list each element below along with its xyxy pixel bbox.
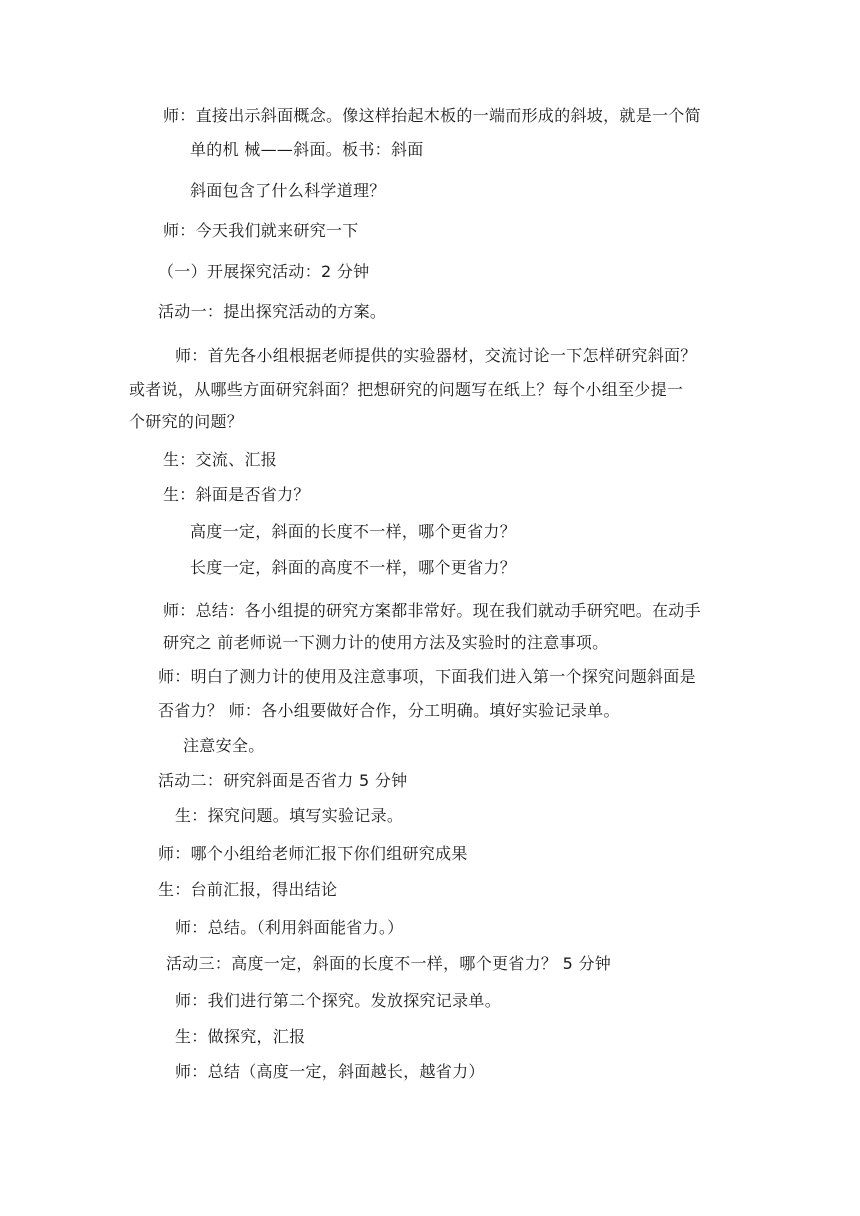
text-line: 生：台前汇报，得出结论 (158, 880, 338, 899)
text-line: 师：今天我们就来研究一下 (163, 221, 359, 240)
text-line: 注意安全。 (183, 736, 265, 755)
text-line: 否省力？ 师：各小组要做好合作，分工明确。填好实验记录单。 (158, 701, 620, 720)
text-line: 师：首先各小组根据老师提供的实验器材，交流讨论一下怎样研究斜面？ (175, 346, 697, 365)
text-line: 师：总结（高度一定，斜面越长，越省力） (175, 1062, 485, 1081)
text-line: 师：总结。（利用斜面能省力。） (175, 918, 404, 937)
activity-heading: 活动二：研究斜面是否省力 5 分钟 (158, 771, 408, 790)
text-line: 生：交流、汇报 (163, 450, 278, 469)
activity-heading: 活动一：提出探究活动的方案。 (158, 302, 387, 321)
text-line: 长度一定，斜面的高度不一样，哪个更省力？ (190, 558, 517, 577)
text-line: 研究之 前老师说一下测力计的使用方法及实验时的注意事项。 (163, 633, 609, 652)
text-line: 师：总结：各小组提的研究方案都非常好。现在我们就动手研究吧。在动手 (163, 601, 701, 620)
text-line: 师：直接出示斜面概念。像这样抬起木板的一端而形成的斜坡，就是一个简 (163, 106, 701, 125)
text-line: 师：我们进行第二个探究。发放探究记录单。 (175, 991, 502, 1010)
text-line: 生：斜面是否省力？ (163, 485, 310, 504)
text-line: 生：探究问题。填写实验记录。 (175, 806, 404, 825)
text-line: 斜面包含了什么科学道理？ (190, 181, 386, 200)
section-heading: （一）开展探究活动：2 分钟 (158, 262, 370, 281)
text-line: 个研究的问题？ (129, 412, 244, 431)
text-line: 师：哪个小组给老师汇报下你们组研究成果 (158, 844, 468, 863)
text-line: 或者说，从哪些方面研究斜面？把想研究的问题写在纸上？每个小组至少提一 (129, 380, 684, 399)
text-line: 生：做探究，汇报 (175, 1027, 306, 1046)
text-line: 单的机 械——斜面。板书：斜面 (190, 140, 424, 159)
activity-heading: 活动三：高度一定，斜面的长度不一样，哪个更省力？ 5 分钟 (166, 954, 612, 973)
text-line: 师：明白了测力计的使用及注意事项，下面我们进入第一个探究问题斜面是 (158, 667, 696, 686)
text-line: 高度一定，斜面的长度不一样，哪个更省力？ (190, 522, 517, 541)
